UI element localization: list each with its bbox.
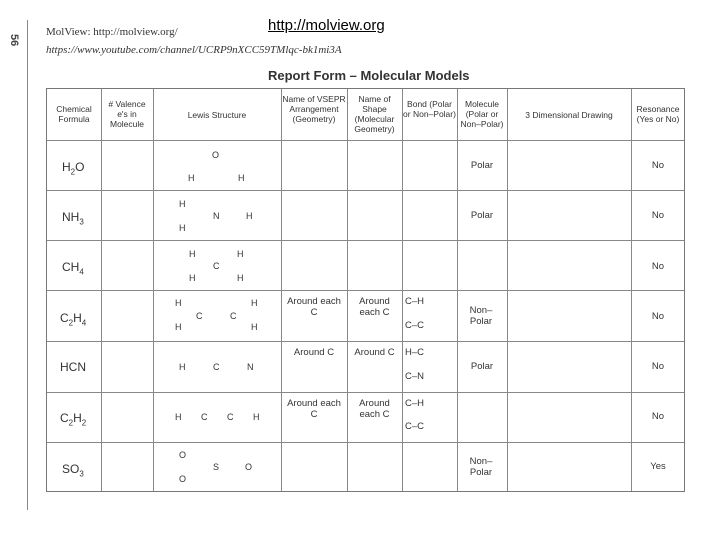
molecule-polarity: Non– Polar <box>469 305 493 327</box>
lewis-atom: H <box>251 322 258 332</box>
lewis-atom: H <box>179 362 186 372</box>
resonance-value: No <box>651 261 665 272</box>
lewis-atom: N <box>247 362 254 372</box>
lewis-atom: H <box>189 249 196 259</box>
row-divider <box>47 190 684 191</box>
resonance-value: No <box>651 311 665 322</box>
lewis-atom: O <box>212 150 220 160</box>
row-divider <box>47 290 684 291</box>
lewis-atom: H <box>246 211 253 221</box>
lewis-atom: H <box>188 173 195 183</box>
lewis-atom: C <box>213 261 220 271</box>
molecule-polarity: Polar <box>470 361 494 372</box>
resonance-value: No <box>651 160 665 171</box>
lewis-atom: O <box>245 462 253 472</box>
formula-cell: $NH_3$ <box>62 210 84 227</box>
bond-value: H–C <box>405 347 425 358</box>
molview-reference: MolView: http://molview.org/ <box>46 26 178 38</box>
bond-value: C–N <box>405 371 425 382</box>
formula-cell: $C_2H_2$ <box>60 411 87 428</box>
header-valence-electrons: # Valence e's in Molecule <box>108 99 146 129</box>
vsepr-value: Around C <box>293 347 335 358</box>
row-divider <box>47 442 684 443</box>
lewis-atom: H <box>253 412 260 422</box>
lewis-atom: C <box>230 311 237 321</box>
shape-value: Around each C <box>359 398 390 420</box>
lewis-atom: H <box>238 173 245 183</box>
header-shape: Name of Shape (Molecular Geometry) <box>354 94 395 134</box>
resonance-value: No <box>651 210 665 221</box>
molecule-polarity: Polar <box>470 210 494 221</box>
molecule-polarity: Polar <box>470 160 494 171</box>
bond-value: C–C <box>405 320 425 331</box>
row-divider <box>47 392 684 393</box>
lewis-atom: H <box>175 298 182 308</box>
lewis-atom: C <box>213 362 220 372</box>
molecule-polarity: Non– Polar <box>469 456 493 478</box>
page-number: 56 <box>8 34 20 47</box>
formula-cell: $H_2O$ <box>62 160 85 177</box>
lewis-atom: H <box>251 298 258 308</box>
resonance-value: Yes <box>650 461 666 472</box>
vsepr-value: Around each C <box>287 398 341 420</box>
header-vsepr: Name of VSEPR Arrangement (Geometry) <box>282 94 346 124</box>
header-molecule: Molecule (Polar or Non–Polar) <box>460 99 504 129</box>
header-lewis-structure: Lewis Structure <box>187 110 247 120</box>
lewis-atom: C <box>227 412 234 422</box>
bond-value: C–C <box>405 421 425 432</box>
header-chemical-formula: Chemical Formula <box>56 104 92 124</box>
bond-value: C–H <box>405 398 425 409</box>
row-divider <box>47 341 684 342</box>
formula-cell: HCN <box>60 360 86 374</box>
formula-cell: $C_2H_4$ <box>60 311 87 328</box>
lewis-atom: H <box>179 199 186 209</box>
lewis-atom: O <box>179 450 187 460</box>
lewis-atom: C <box>201 412 208 422</box>
youtube-reference: https://www.youtube.com/channel/UCRP9nXCC59TMlqc-bk1mi3A <box>46 44 342 56</box>
lewis-atom: H <box>175 322 182 332</box>
resonance-value: No <box>651 361 665 372</box>
shape-value: Around each C <box>359 296 390 318</box>
lewis-atom: H <box>189 273 196 283</box>
lewis-atom: S <box>213 462 220 472</box>
shape-value: Around C <box>354 347 395 358</box>
lewis-atom: C <box>196 311 203 321</box>
lewis-atom: H <box>175 412 182 422</box>
row-divider <box>47 140 684 141</box>
lewis-atom: O <box>179 474 187 484</box>
header-bond: Bond (Polar or Non–Polar) <box>403 99 456 119</box>
formula-cell: $SO_3$ <box>62 462 84 479</box>
header-3d-drawing: 3 Dimensional Drawing <box>525 110 613 120</box>
header-resonance: Resonance (Yes or No) <box>636 104 680 124</box>
row-divider <box>47 240 684 241</box>
molview-link[interactable]: http://molview.org <box>268 17 385 34</box>
formula-cell: $CH_4$ <box>62 260 84 277</box>
form-title: Report Form – Molecular Models <box>268 68 470 83</box>
margin-line <box>27 20 28 510</box>
lewis-atom: H <box>237 273 244 283</box>
lewis-atom: H <box>237 249 244 259</box>
resonance-value: No <box>651 411 665 422</box>
lewis-atom: H <box>179 223 186 233</box>
lewis-atom: N <box>213 211 220 221</box>
bond-value: C–H <box>405 296 425 307</box>
vsepr-value: Around each C <box>287 296 341 318</box>
